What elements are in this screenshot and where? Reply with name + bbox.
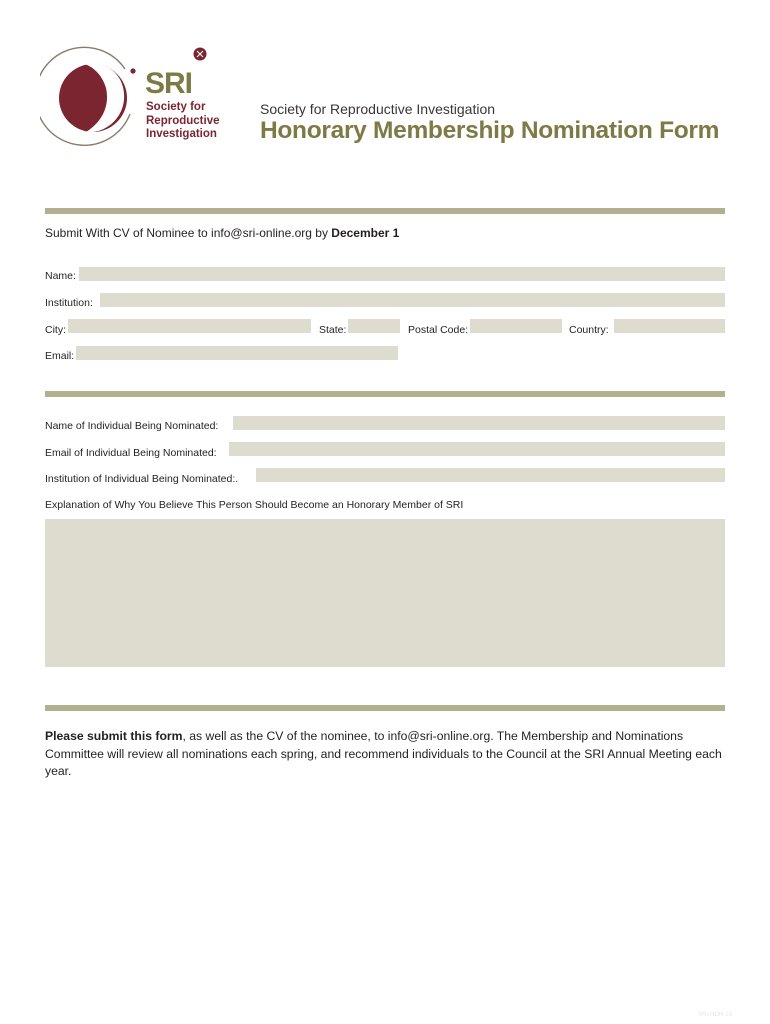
section-divider-bottom: [45, 705, 725, 711]
logo-line-2: Reproductive: [146, 114, 220, 127]
submit-instructions: [45, 226, 399, 240]
email-field[interactable]: [76, 346, 398, 360]
nominee-email-label: Email of Individual Being Nominated:: [45, 447, 217, 459]
section-divider-middle: [45, 391, 725, 397]
institution-field[interactable]: [100, 293, 725, 307]
nominee-email-field[interactable]: [229, 442, 725, 456]
explanation-label: Explanation of Why You Believe This Person Should Become an Honorary Member of SRI: [45, 499, 464, 511]
submit-deadline: December 1: [331, 226, 400, 240]
sri-acronym: [145, 48, 207, 101]
logo-line-3: Investigation: [146, 128, 217, 140]
postal-code-field[interactable]: [470, 319, 562, 333]
nominee-name-label: Name of Individual Being Nominated:: [45, 420, 219, 432]
country-label: Country:: [569, 324, 609, 336]
state-field[interactable]: [348, 319, 400, 333]
nominee-institution-label: Institution of Individual Being Nominated:.: [45, 473, 239, 485]
explanation-field[interactable]: [45, 519, 725, 667]
page-title: Honorary Membership Nomination Form: [260, 117, 720, 144]
submission-note: [45, 728, 725, 781]
logo-acronym-text: SRI: [145, 67, 193, 100]
nominee-name-field[interactable]: [233, 416, 725, 430]
name-label: Name:: [45, 270, 76, 282]
logo-wordmark: [146, 101, 220, 142]
email-label: Email:: [45, 350, 75, 362]
organization-name: Society for Reproductive Investigation: [260, 101, 496, 117]
name-field[interactable]: [79, 267, 725, 281]
sri-emblem: [40, 47, 136, 145]
submission-note-text: , as well as the CV of the nominee, to info@sri-online.org. The Membership and Nominations Committee will review all nominations each spring, and recommend individuals to the Council at the SRI Annual Meeting each year.: [45, 729, 722, 778]
country-field[interactable]: [614, 319, 725, 333]
city-label: City:: [45, 324, 66, 336]
section-divider-top: [45, 208, 725, 214]
institution-label: Institution:: [45, 297, 93, 309]
submit-instructions-text: Submit With CV of Nominee to info@sri-online.org by: [45, 226, 332, 240]
submission-note-bold: Please submit this form: [45, 729, 183, 743]
postal-code-label: Postal Code:: [408, 324, 469, 336]
state-label: State:: [319, 324, 347, 336]
form-code: SRI-HON-19: [697, 1012, 732, 1018]
city-field[interactable]: [68, 319, 311, 333]
logo-line-1: Society for: [146, 101, 206, 113]
nominee-institution-field[interactable]: [256, 468, 725, 482]
